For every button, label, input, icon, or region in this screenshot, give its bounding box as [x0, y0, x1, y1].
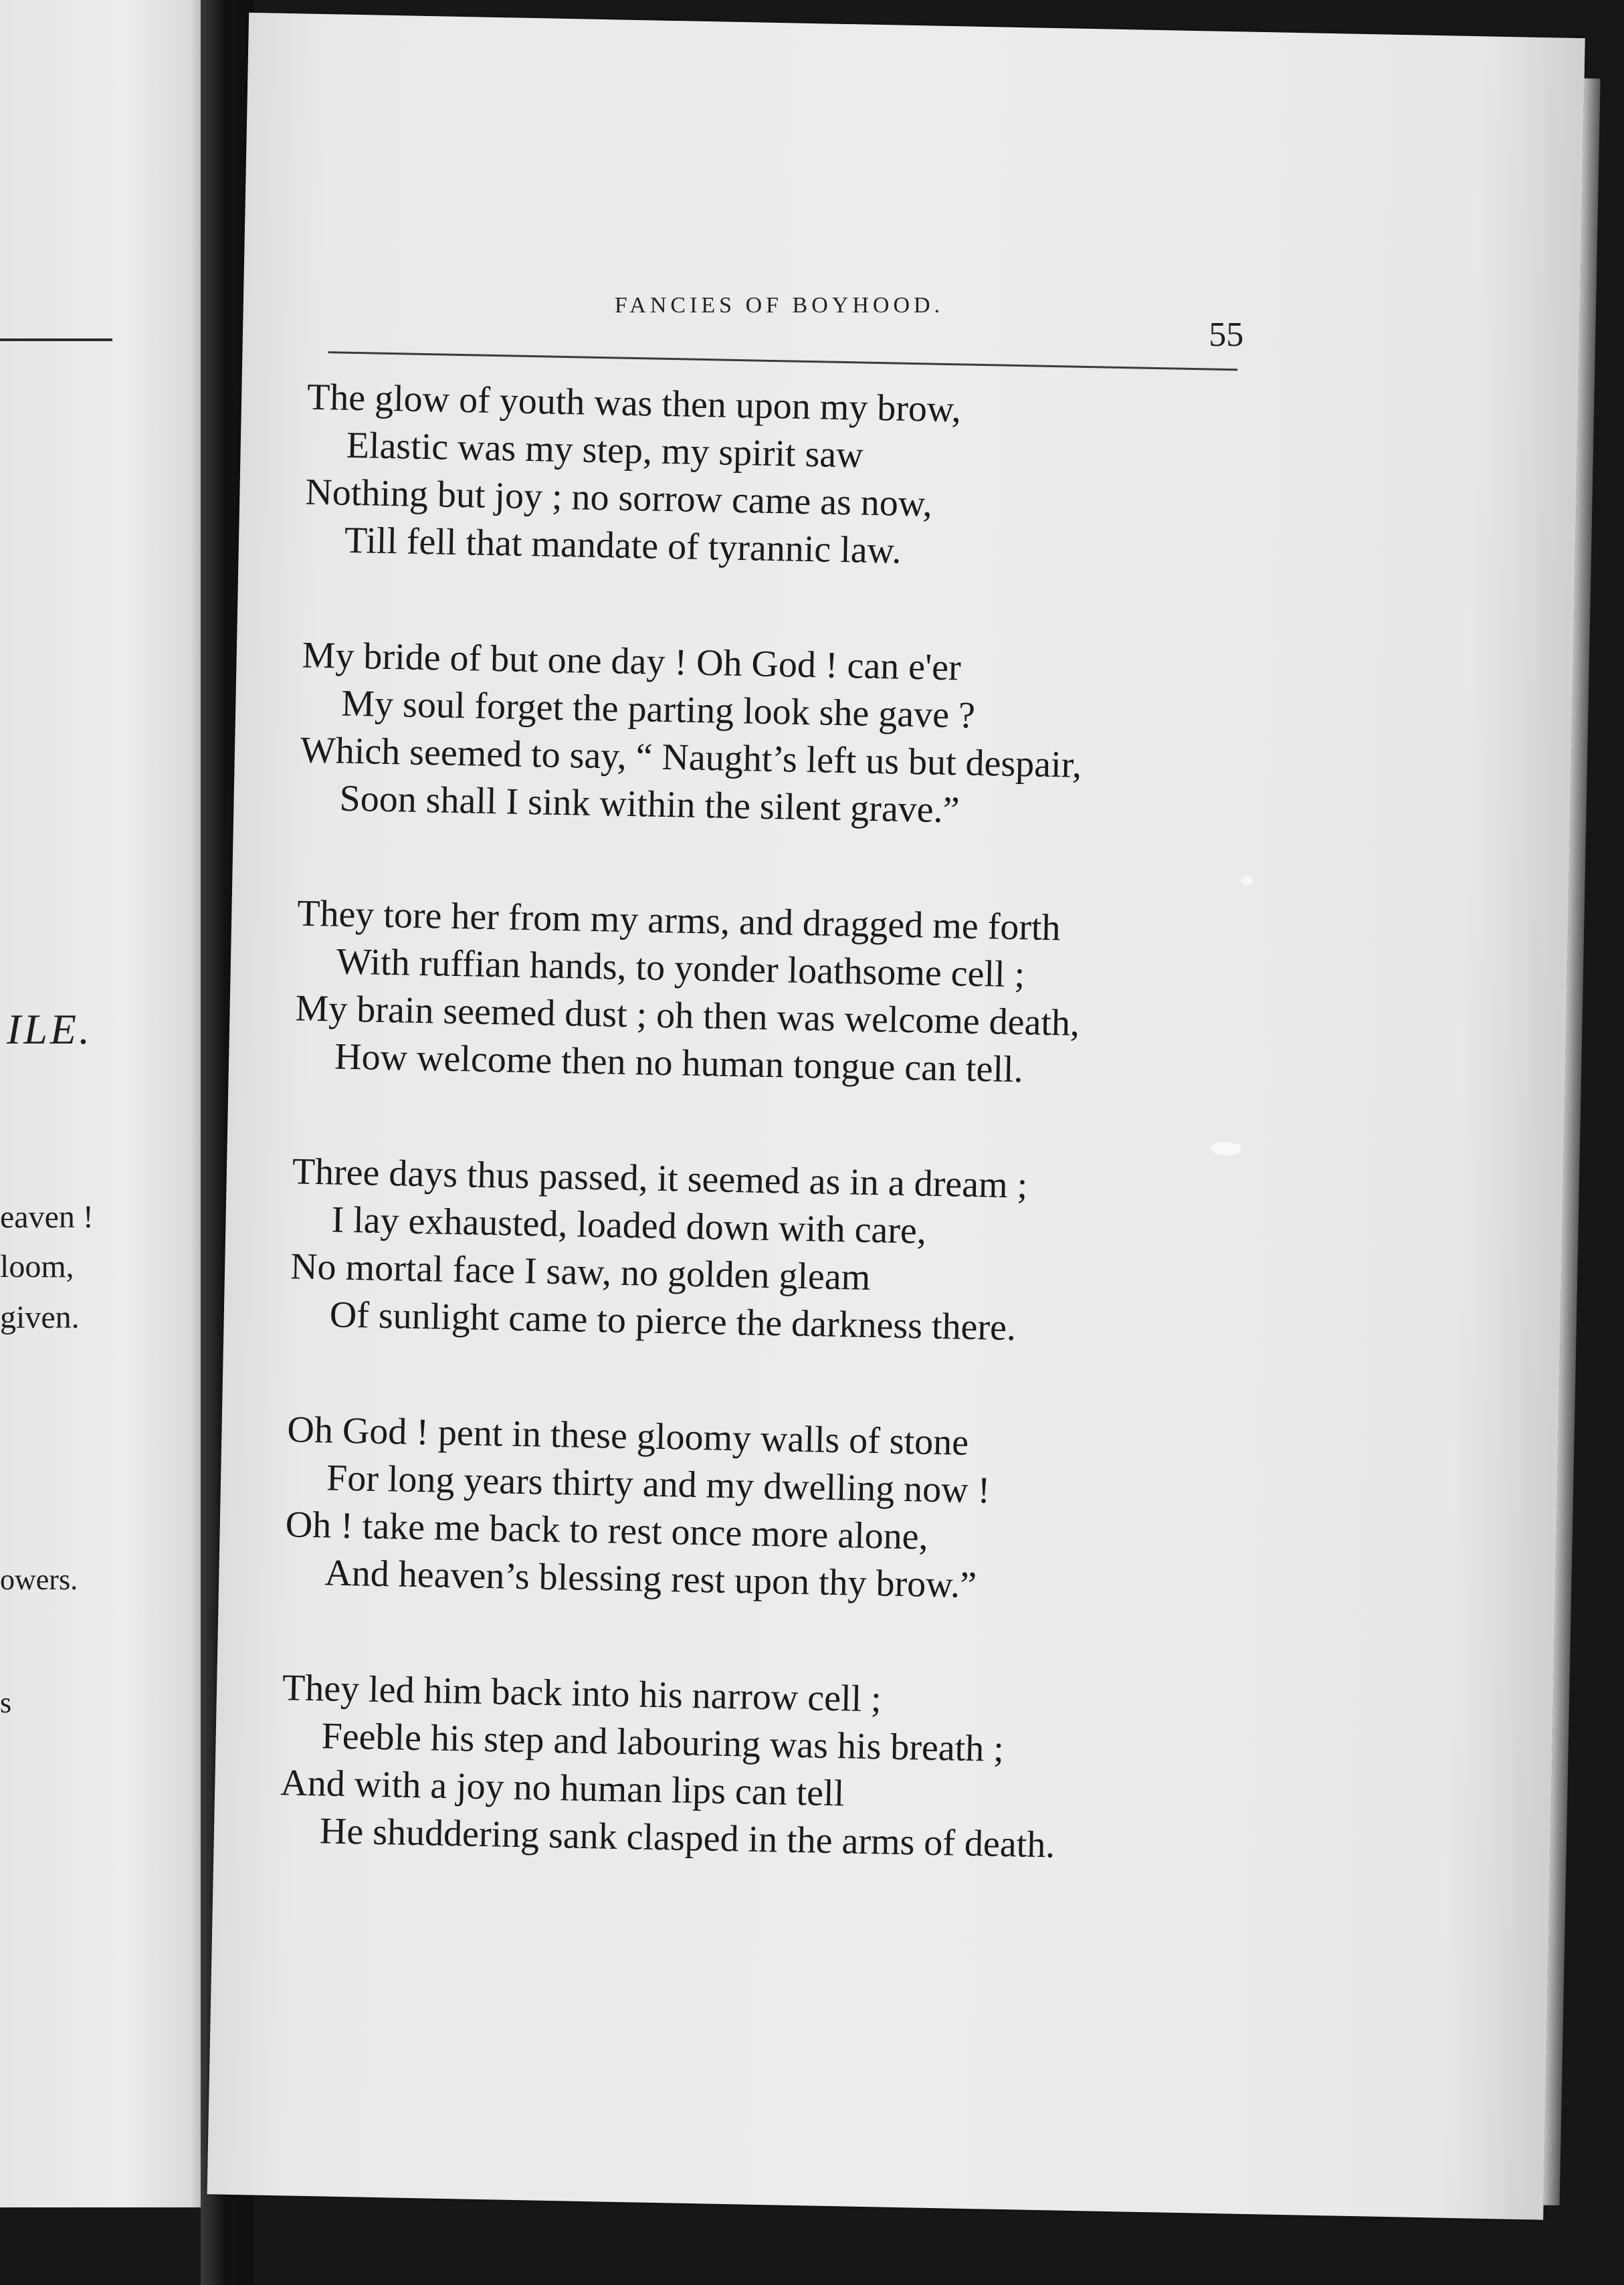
poem-line: My bride of but one day ! Oh God ! can e'er: [302, 634, 962, 689]
page-number: 55: [1209, 315, 1244, 354]
poem-line: Of sunlight came to pierce the darkness there.: [329, 1294, 1017, 1349]
poem-line: They led him back into his narrow cell ;: [282, 1667, 882, 1720]
previous-page-line-fragment: owers.: [0, 1563, 78, 1596]
stanza: [289, 1148, 1296, 1357]
poem-line: No mortal face I saw, no golden gleam: [290, 1246, 871, 1298]
stanza: [294, 890, 1301, 1099]
poem-line: Soon shall I sink within the silent grave.”: [339, 777, 960, 831]
poem-line: Feeble his step and labouring was his breath ;: [321, 1715, 1005, 1770]
poem-line: And with a joy no human lips can tell: [280, 1762, 845, 1815]
poem-line: With ruffian hands, to yonder loathsome cell ;: [336, 940, 1025, 996]
page-edge: [1544, 78, 1601, 2205]
poem-line: The glow of youth was then upon my brow,: [306, 376, 962, 431]
poem-line: He shuddering sank clasped in the arms of death.: [319, 1810, 1055, 1866]
poem-line: Till fell that mandate of tyrannic law.: [344, 519, 902, 572]
stanza: [284, 1406, 1291, 1615]
poem-line: For long years thirty and my dwelling now !: [326, 1457, 991, 1512]
poem-line: They tore her from my arms, and dragged me forth: [296, 892, 1061, 949]
scan-speck: [1241, 876, 1253, 886]
previous-page-line-fragment: given.: [0, 1300, 80, 1335]
poem-line: Oh ! take me back to rest once more alone,: [285, 1504, 929, 1558]
poem-line: I lay exhausted, loaded down with care,: [330, 1199, 927, 1252]
running-head: FANCIES OF BOYHOOD.: [614, 293, 944, 318]
poem-body: [278, 374, 1310, 1942]
poem-line: Nothing but joy ; no sorrow came as now,: [304, 471, 933, 525]
poem-line: Oh God ! pent in these gloomy walls of stone: [286, 1409, 969, 1464]
previous-page-title-fragment: ILE.: [7, 1005, 92, 1053]
poem-line: Which seemed to say, “ Naught’s left us but despair,: [300, 729, 1082, 786]
poem-line: My brain seemed dust ; oh then was welcome death,: [295, 987, 1080, 1044]
current-page: [207, 13, 1585, 2220]
poem-line: Three days thus passed, it seemed as in a dream ;: [292, 1151, 1028, 1207]
previous-page-rule: [0, 338, 112, 341]
stanza: [304, 374, 1310, 583]
previous-page-line-fragment: loom,: [0, 1249, 74, 1284]
stanza: [279, 1664, 1286, 1874]
poem-line: How welcome then no human tongue can tell.: [334, 1035, 1024, 1091]
poem-line: And heaven’s blessing rest upon thy brow.”: [324, 1552, 977, 1607]
header-rule: [328, 351, 1237, 371]
poem-line: My soul forget the parting look she gave ?: [340, 682, 976, 736]
poem-line: Elastic was my step, my spirit saw: [346, 424, 864, 476]
previous-page-line-fragment: eaven !: [0, 1199, 94, 1235]
previous-page-line-fragment: s: [0, 1686, 12, 1719]
previous-page: [0, 0, 213, 2207]
stanza: [299, 632, 1306, 841]
